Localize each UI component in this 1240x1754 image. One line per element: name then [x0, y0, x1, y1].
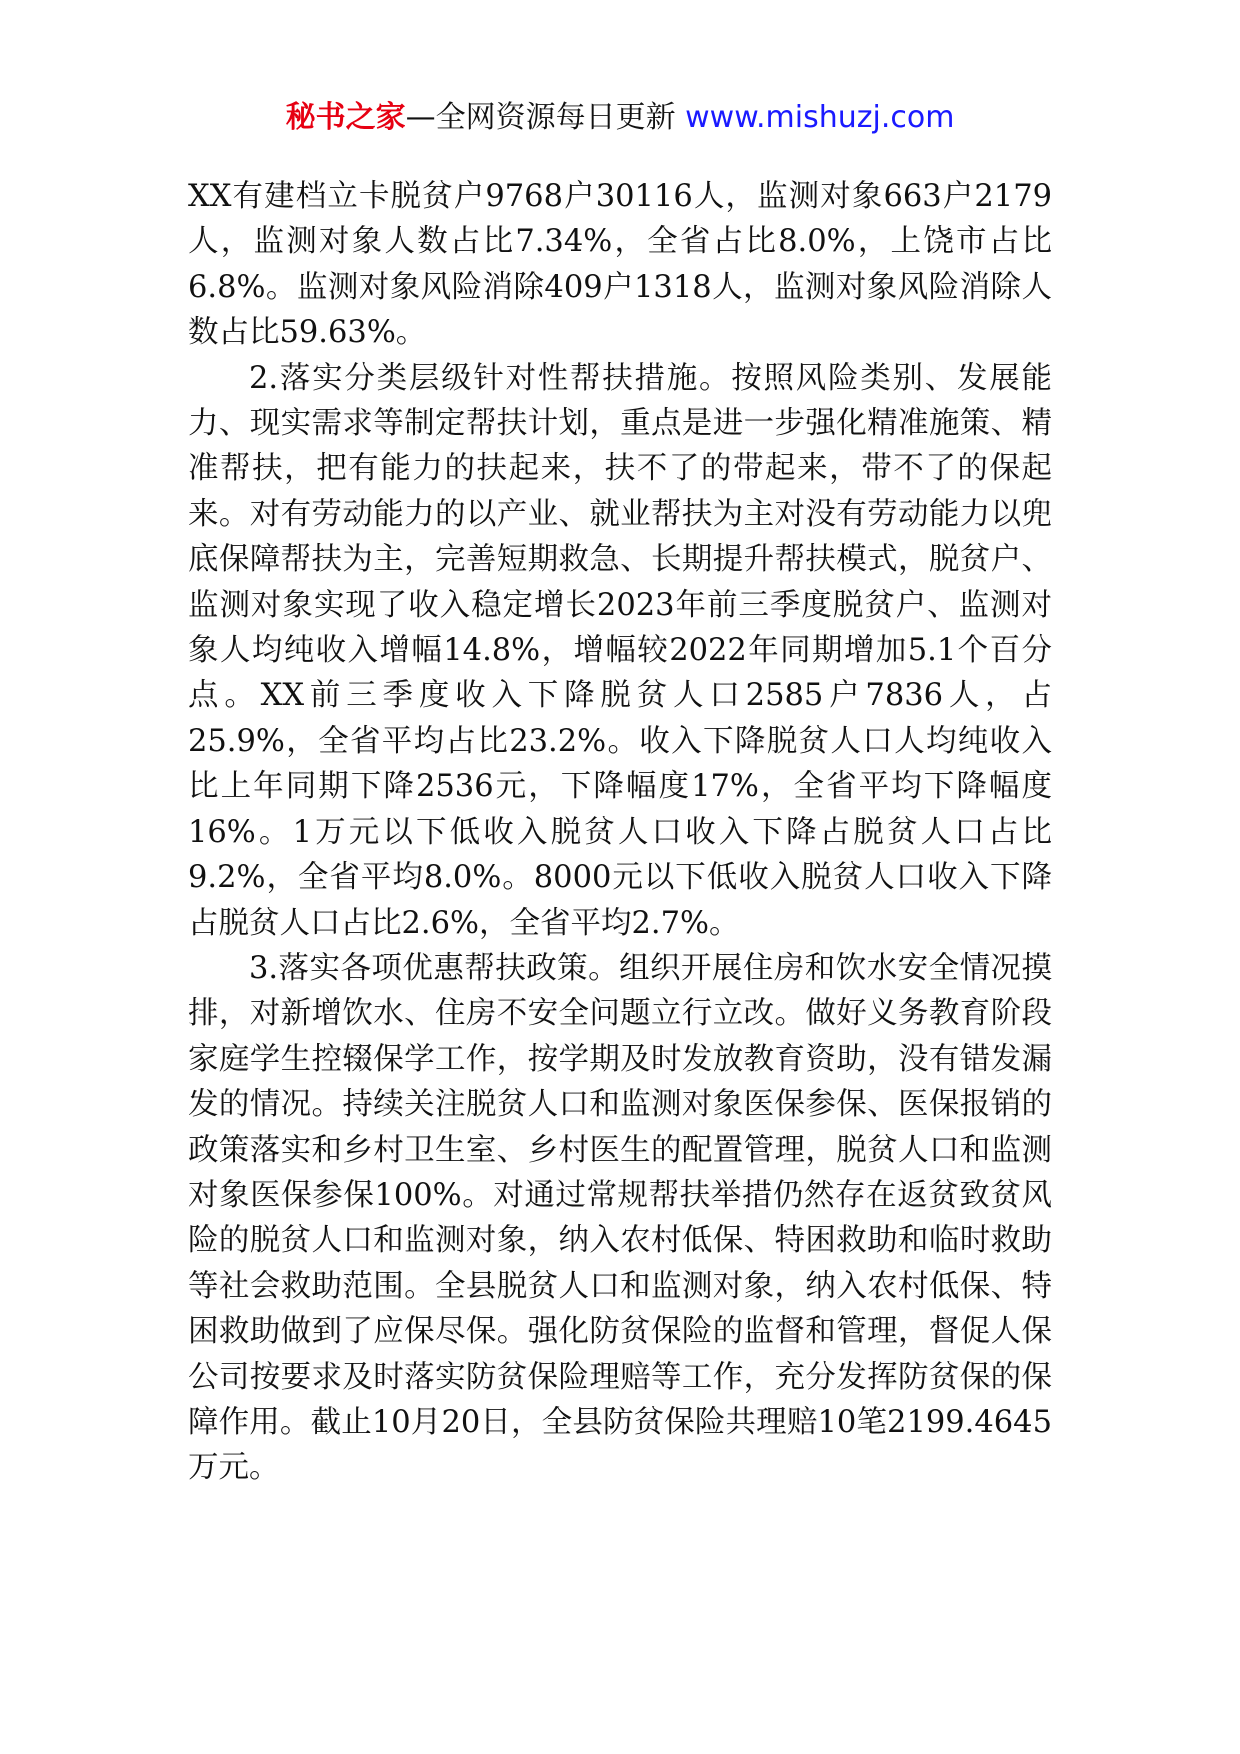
paragraph-statistics: XX有建档立卡脱贫户9768户30116人，监测对象663户2179人，监测对象人数占比7.34%，全省占比8.0%，上饶市占比6.8%。监测对象风险消除409户1318人，监测对象风险消除人数占比59.63%。 [188, 179, 1052, 351]
site-brand: 秘书之家 [285, 100, 406, 135]
site-tagline: —全网资源每日更新 [405, 100, 676, 135]
paragraph-preferential-policies: 3.落实各项优惠帮扶政策。组织开展住房和饮水安全情况摸排，对新增饮水、住房不安全问题立行立改。做好义务教育阶段家庭学生控辍保学工作，按学期及时发放教育资助，没有错发漏发的情况。持续关注脱贫人口和监测对象医保参保、医保报销的政策落实和乡村卫生室、乡村医生的配置管理，脱贫人口和监测对象医保参保100%。对通过常规帮扶举措仍然存在返贫致贫风险的脱贫人口和监测对象，纳入农村低保、特困救助和临时救助等社会救助范围。全县脱贫人口和监测对象，纳入农村低保、特困救助做到了应保尽保。强化防贫保险的监督和管理，督促人保公司按要求及时落实防贫保险理赔等工作，充分发挥防贫保的保障作用。截止10月20日，全县防贫保险共理赔10笔2199.4645万元。 [188, 950, 1052, 1486]
site-header [0, 98, 1240, 138]
site-url-link[interactable]: www.mishuzj.com [685, 100, 955, 135]
paragraph-targeted-measures: 2.落实分类层级针对性帮扶措施。按照风险类别、发展能力、现实需求等制定帮扶计划，重点是进一步强化精准施策、精准帮扶，把有能力的扶起来，扶不了的带起来，带不了的保起来。对有劳动能力的以产业、就业帮扶为主对没有劳动能力以兜底保障帮扶为主，完善短期救急、长期提升帮扶模式，脱贫户、监测对象实现了收入稳定增长2023年前三季度脱贫户、监测对象人均纯收入增幅14.8%，增幅较2022年同期增加5.1个百分点。XX前三季度收入下降脱贫人口2585户7836人，占25.9%，全省平均占比23.2%。收入下降脱贫人口人均纯收入比上年同期下降2536元，下降幅度17%，全省平均下降幅度16%。1万元以下低收入脱贫人口收入下降占脱贫人口占比9.2%，全省平均8.0%。8000元以下低收入脱贫人口收入下降占脱贫人口占比2.6%，全省平均2.7%。 [188, 360, 1052, 941]
document-body [188, 174, 1052, 1491]
